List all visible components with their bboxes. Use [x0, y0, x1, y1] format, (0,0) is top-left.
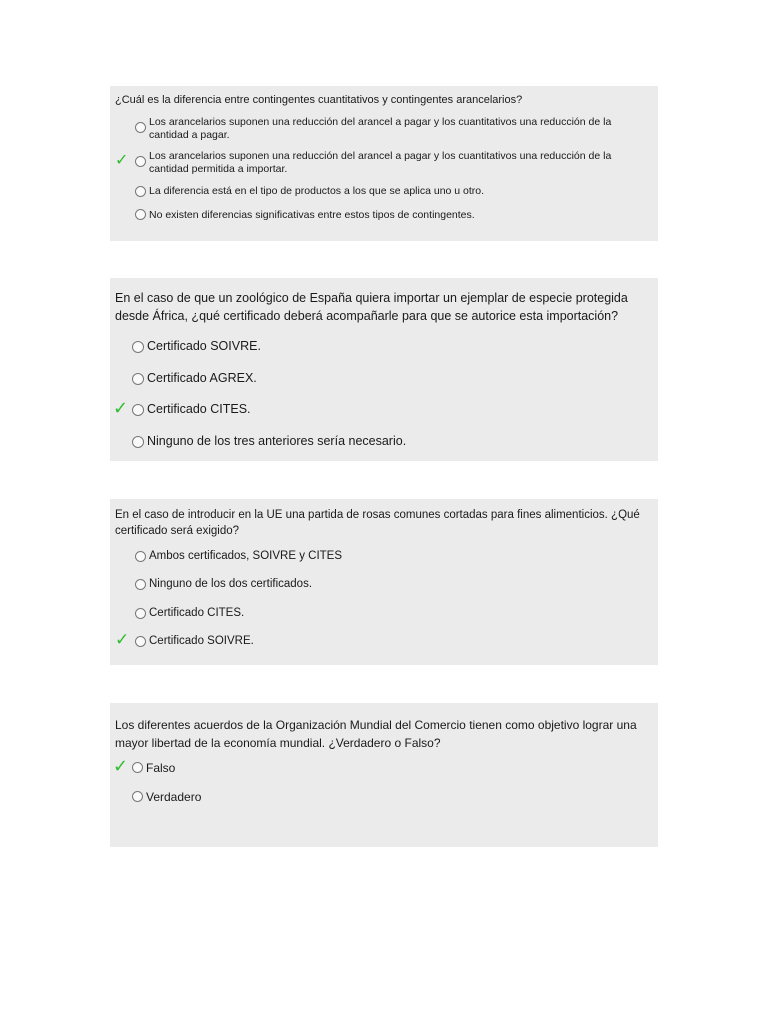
radio-icon[interactable]: [132, 791, 143, 802]
question-text: Los diferentes acuerdos de la Organización Mundial del Comercio tienen como objetivo lograr una mayor libertad de la economía mundial. ¿Verdadero o Falso?: [115, 718, 637, 750]
answer-label: Ninguno de los dos certificados.: [149, 578, 313, 590]
answer-option[interactable]: [110, 338, 652, 353]
answer-option[interactable]: [110, 398, 652, 419]
answer-label: Verdadero: [146, 790, 202, 804]
answer-option[interactable]: [110, 549, 652, 562]
question-text: En el caso de que un zoológico de España quiera importar un ejemplar de especie protegida desde África, ¿qué certificado deberá acompañarle para que se autorice esta importación?: [115, 291, 628, 323]
answer-label: Ninguno de los tres anteriores sería necesario.: [147, 434, 407, 448]
radio-icon[interactable]: [132, 436, 144, 448]
radio-icon[interactable]: [135, 186, 146, 197]
check-icon: ✓: [113, 756, 129, 777]
radio-icon[interactable]: [135, 551, 146, 562]
answer-label: Certificado SOIVRE.: [149, 635, 254, 647]
answer-option[interactable]: [110, 756, 652, 777]
answer-option[interactable]: [110, 577, 652, 590]
answer-option[interactable]: [110, 209, 652, 221]
answer-label: Certificado CITES.: [147, 402, 251, 416]
question-card-3: [110, 499, 658, 665]
answer-label: La diferencia está en el tipo de productos a los que se aplica uno u otro.: [149, 185, 485, 197]
radio-icon[interactable]: [135, 209, 146, 220]
check-icon: ✓: [115, 630, 130, 650]
radio-icon[interactable]: [132, 762, 143, 773]
radio-icon[interactable]: [135, 156, 146, 167]
answer-label: Falso: [146, 761, 176, 775]
question-card-2: [110, 278, 658, 461]
question-card-1: [110, 86, 658, 241]
check-icon: ✓: [115, 150, 129, 169]
radio-icon[interactable]: [132, 404, 144, 416]
radio-icon[interactable]: [135, 608, 146, 619]
answer-label: Certificado AGREX.: [147, 371, 257, 385]
question-text: ¿Cuál es la diferencia entre contingentes cuantitativos y contingentes arancelarios?: [115, 94, 523, 106]
answer-option[interactable]: [110, 116, 652, 141]
answer-option[interactable]: [110, 150, 652, 175]
answer-label: No existen diferencias significativas entre estos tipos de contingentes.: [149, 209, 475, 221]
question-card-4: [110, 703, 658, 847]
answer-option[interactable]: [110, 370, 652, 385]
answer-option[interactable]: [110, 630, 652, 650]
radio-icon[interactable]: [132, 373, 144, 385]
answer-label: Certificado CITES.: [149, 607, 245, 619]
check-icon: ✓: [113, 398, 129, 419]
answer-label: Ambos certificados, SOIVRE y CITES: [149, 550, 343, 562]
radio-icon[interactable]: [135, 122, 146, 133]
answer-option[interactable]: [110, 789, 652, 804]
radio-icon[interactable]: [135, 636, 146, 647]
radio-icon[interactable]: [132, 341, 144, 353]
answer-label: Los arancelarios suponen una reducción del arancel a pagar y los cuantitativos una reducción de la cantidad a pagar.: [149, 116, 612, 141]
answer-option[interactable]: [110, 185, 652, 197]
answer-option[interactable]: [110, 433, 652, 448]
answer-option[interactable]: [110, 606, 652, 619]
answer-label: Los arancelarios suponen una reducción del arancel a pagar y los cuantitativos una reducción de la cantidad permitida a importar.: [149, 150, 612, 175]
answer-label: Certificado SOIVRE.: [147, 339, 261, 353]
question-text: En el caso de introducir en la UE una partida de rosas comunes cortadas para fines alimenticios. ¿Qué certificado será exigido?: [115, 509, 640, 537]
radio-icon[interactable]: [135, 579, 146, 590]
